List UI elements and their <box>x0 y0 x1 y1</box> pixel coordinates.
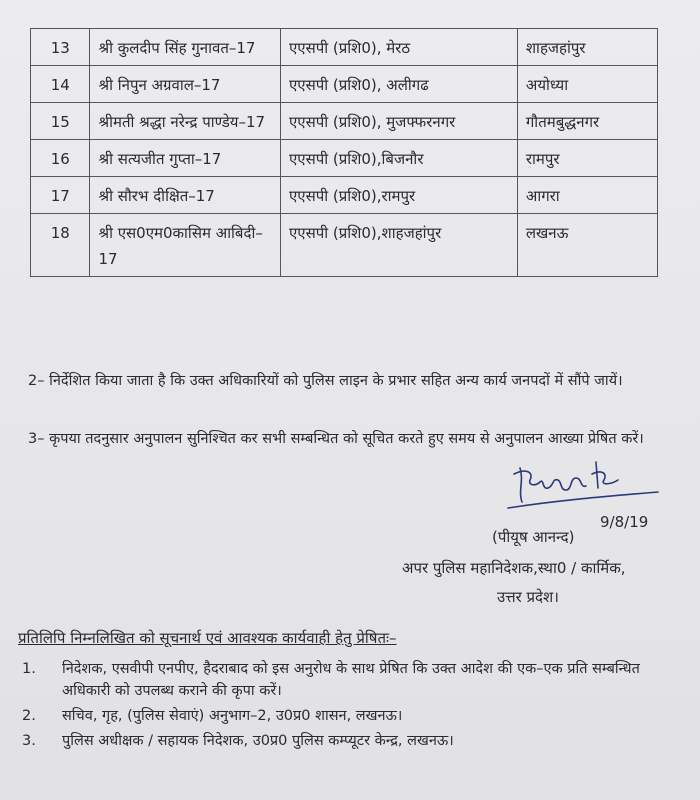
serial-number: 18 <box>31 214 90 277</box>
signatory-name: (पीयूष आनन्द) <box>492 528 575 546</box>
current-posting: एएसपी (प्रशि0), मुजफ्फरनगर <box>280 103 517 140</box>
table-row <box>31 140 658 177</box>
table-row <box>31 214 658 277</box>
current-posting: एएसपी (प्रशि0), अलीगढ <box>280 66 517 103</box>
list-item-text: निदेशक, एसवीपी एनपीए, हैदराबाद को इस अनुरोध के साथ प्रेषित कि उक्त आदेश की एक–एक प्रति सम्बन्धित अधिकारी को उपलब्ध कराने की कृपा करें। <box>62 661 640 699</box>
transfer-table <box>30 28 658 277</box>
table-row <box>31 66 658 103</box>
new-posting: शाहजहांपुर <box>517 29 657 66</box>
current-posting: एएसपी (प्रशि0),शाहजहांपुर <box>280 214 517 277</box>
current-posting: एएसपी (प्रशि0),रामपुर <box>280 177 517 214</box>
copy-to-list <box>22 658 682 755</box>
list-item-text: पुलिस अधीक्षक / सहायक निदेशक, उ0प्र0 पुलिस कम्प्यूटर केन्द्र, लखनऊ। <box>62 733 454 749</box>
serial-number: 16 <box>31 140 90 177</box>
handwritten-signature <box>500 456 660 516</box>
list-item <box>22 658 682 702</box>
new-posting: रामपुर <box>517 140 657 177</box>
new-posting: लखनऊ <box>517 214 657 277</box>
serial-number: 15 <box>31 103 90 140</box>
list-item-number: 2. <box>22 708 36 724</box>
table-row <box>31 29 658 66</box>
list-item-text: सचिव, गृह, (पुलिस सेवाएं) अनुभाग–2, उ0प्र0 शासन, लखनऊ। <box>62 708 403 724</box>
list-item-number: 1. <box>22 661 36 677</box>
serial-number: 14 <box>31 66 90 103</box>
serial-number: 13 <box>31 29 90 66</box>
table-row <box>31 177 658 214</box>
officer-name: श्री निपुन अग्रवाल–17 <box>90 66 281 103</box>
officer-name: श्री सौरभ दीक्षित–17 <box>90 177 281 214</box>
new-posting: गौतमबुद्धनगर <box>517 103 657 140</box>
paragraph-2: 2– निर्देशित किया जाता है कि उक्त अधिकारियों को पुलिस लाइन के प्रभार सहित अन्य कार्य जनपदों में सौंपे जायें। <box>28 373 623 389</box>
table-row <box>31 103 658 140</box>
signatory-designation: अपर पुलिस महानिदेशक,स्था0 / कार्मिक, <box>402 559 626 577</box>
signatory-state: उत्तर प्रदेश। <box>497 588 559 606</box>
list-item <box>22 730 682 752</box>
list-item <box>22 705 682 727</box>
officer-name: श्री सत्यजीत गुप्ता–17 <box>90 140 281 177</box>
copy-to-heading: प्रतिलिपि निम्नलिखित को सूचनार्थ एवं आवश्यक कार्यवाही हेतु प्रेषितः– <box>18 629 397 647</box>
list-item-number: 3. <box>22 733 36 749</box>
transfer-table-body <box>31 29 658 277</box>
officer-name: श्री एस0एम0कासिम आबिदी–17 <box>90 214 281 277</box>
serial-number: 17 <box>31 177 90 214</box>
new-posting: आगरा <box>517 177 657 214</box>
signature-date: 9/8/19 <box>600 513 649 531</box>
current-posting: एएसपी (प्रशि0),बिजनौर <box>280 140 517 177</box>
paragraph-3: 3– कृपया तदनुसार अनुपालन सुनिश्चित कर सभी सम्बन्धित को सूचित करते हुए समय से अनुपालन आख्या प्रेषित करें। <box>28 431 644 447</box>
officer-name: श्री कुलदीप सिंह गुनावत–17 <box>90 29 281 66</box>
current-posting: एएसपी (प्रशि0), मेरठ <box>280 29 517 66</box>
officer-name: श्रीमती श्रद्धा नरेन्द्र पाण्डेय–17 <box>90 103 281 140</box>
new-posting: अयोध्या <box>517 66 657 103</box>
